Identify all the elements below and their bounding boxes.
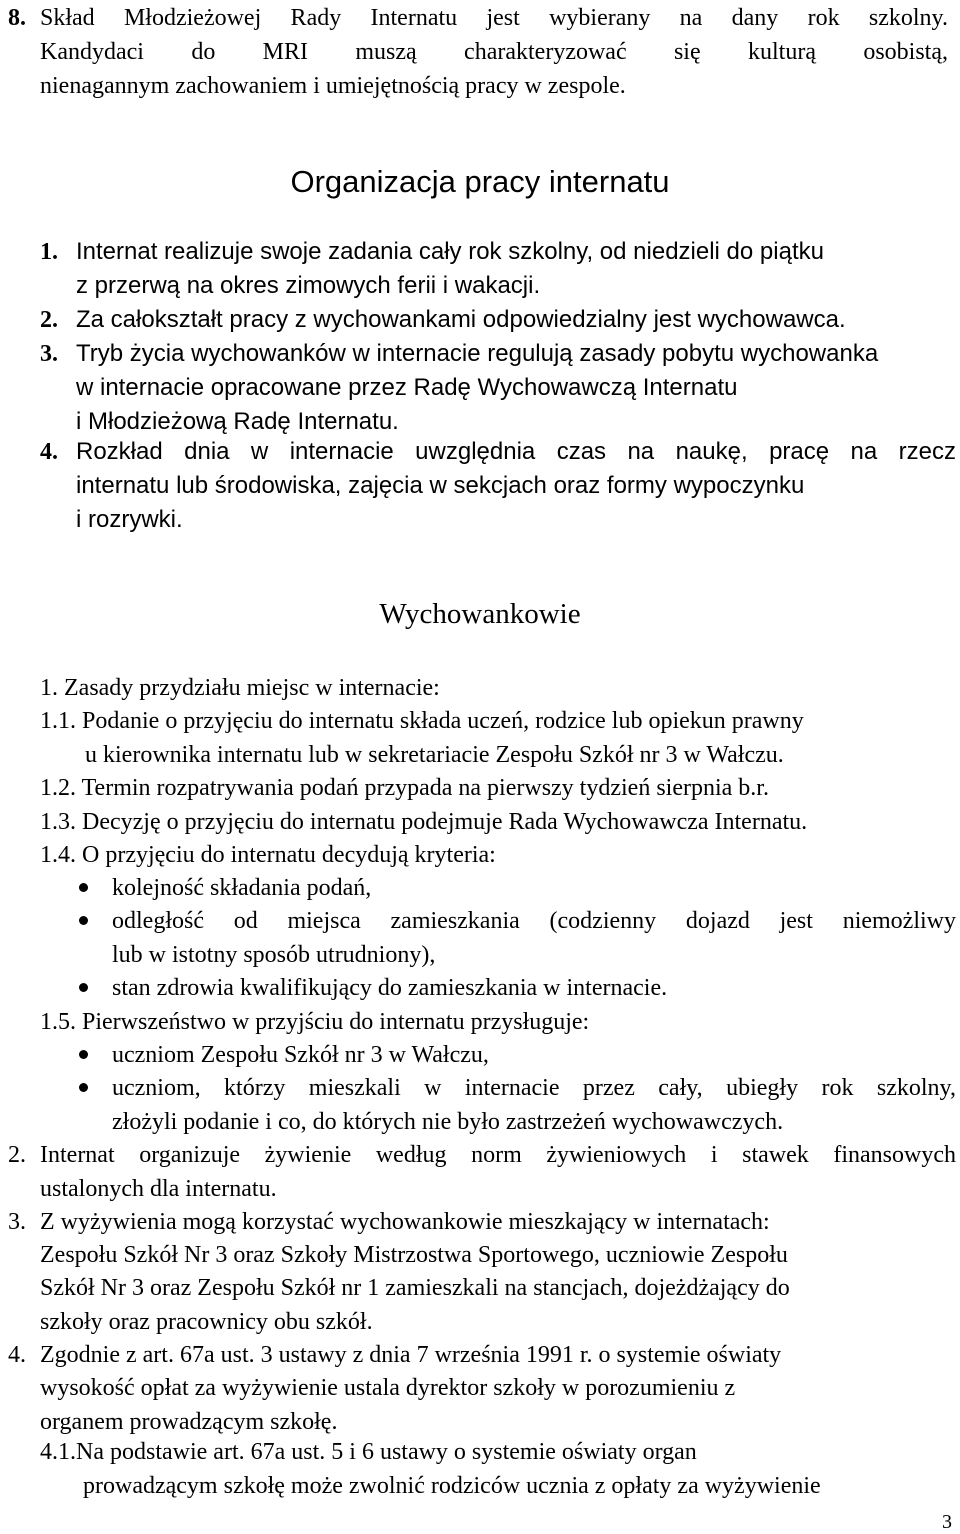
bullet-icon bbox=[79, 916, 88, 925]
bullet-icon bbox=[79, 883, 88, 892]
rule-1-2: 1.2. Termin rozpatrywania podań przypada na pierwszy tydzień sierpnia b.r. bbox=[40, 775, 769, 801]
item-1-number: 1. bbox=[40, 239, 58, 265]
section-heading-wychowankowie: Wychowankowie bbox=[379, 598, 581, 630]
criterion-3: stan zdrowia kwalifikujący do zamieszkania w internacie. bbox=[112, 975, 668, 1001]
priority-2: uczniom, którzy mieszkali w internacie przez cały, ubiegły rok szkolny, bbox=[112, 1075, 956, 1101]
item-2-line: Za całokształt pracy z wychowankami odpowiedzialny jest wychowawca. bbox=[76, 306, 846, 333]
rule-3-cont: Szkół Nr 3 oraz Zespołu Szkół nr 1 zamieszkali na stancjach, dojeżdżający do bbox=[40, 1275, 790, 1301]
criterion-1: kolejność składania podań, bbox=[112, 875, 372, 901]
rule-3-number: 3. bbox=[8, 1209, 26, 1235]
rule-3-cont: szkoły oraz pracownicy obu szkół. bbox=[40, 1309, 373, 1335]
point-8-line: Kandydaci do MRI muszą charakteryzować się kulturą osobistą, bbox=[40, 39, 948, 65]
item-2-number: 2. bbox=[40, 307, 58, 333]
rule-1-1-cont: u kierownika internatu lub w sekretariacie Zespołu Szkół nr 3 w Wałczu. bbox=[85, 742, 784, 768]
rule-2: Internat organizuje żywienie według norm żywieniowych i stawek finansowych bbox=[40, 1142, 956, 1168]
item-1-line: Internat realizuje swoje zadania cały rok szkolny, od niedzieli do piątku bbox=[76, 238, 824, 265]
bullet-icon bbox=[79, 983, 88, 992]
rule-1-1: 1.1. Podanie o przyjęciu do internatu składa uczeń, rodzice lub opiekun prawny bbox=[40, 708, 804, 734]
rule-3: Z wyżywienia mogą korzystać wychowankowie mieszkający w internatach: bbox=[40, 1209, 770, 1235]
point-8-line: nienagannym zachowaniem i umiejętnością pracy w zespole. bbox=[40, 73, 626, 99]
bullet-icon bbox=[79, 1083, 88, 1092]
item-4-line: internatu lub środowiska, zajęcia w sekcjach oraz formy wypoczynku bbox=[76, 472, 805, 499]
item-4-number: 4. bbox=[40, 439, 58, 465]
item-1-line: z przerwą na okres zimowych ferii i wakacji. bbox=[76, 272, 541, 299]
rule-1-5: 1.5. Pierwszeństwo w przyjściu do internatu przysługuje: bbox=[40, 1009, 590, 1035]
rule-4: Zgodnie z art. 67a ust. 3 ustawy z dnia 7 września 1991 r. o systemie oświaty bbox=[40, 1342, 782, 1368]
page-number: 3 bbox=[942, 1511, 952, 1533]
item-4-line: i rozrywki. bbox=[76, 506, 183, 533]
item-3-number: 3. bbox=[40, 341, 58, 367]
rule-1-4: 1.4. O przyjęciu do internatu decydują kryteria: bbox=[40, 842, 496, 868]
item-4-line: Rozkład dnia w internacie uwzględnia czas na naukę, pracę na rzecz bbox=[76, 438, 956, 465]
rule-2-cont: ustalonych dla internatu. bbox=[40, 1176, 277, 1202]
rule-4-cont: organem prowadzącym szkołę. bbox=[40, 1409, 338, 1435]
item-3-line: i Młodzieżową Radę Internatu. bbox=[76, 408, 399, 435]
priority-1: uczniom Zespołu Szkół nr 3 w Wałczu, bbox=[112, 1042, 489, 1068]
priority-2-cont: złożyli podanie i co, do których nie było zastrzeżeń wychowawczych. bbox=[112, 1109, 784, 1135]
criterion-2: odległość od miejsca zamieszkania (codzienny dojazd jest niemożliwy bbox=[112, 908, 956, 934]
rule-1-3: 1.3. Decyzję o przyjęciu do internatu podejmuje Rada Wychowawcza Internatu. bbox=[40, 809, 808, 835]
point-8-line: Skład Młodzieżowej Rady Internatu jest wybierany na dany rok szkolny. bbox=[40, 5, 948, 31]
rule-4-number: 4. bbox=[8, 1342, 26, 1368]
rule-2-number: 2. bbox=[8, 1142, 26, 1168]
section-heading-organizacja: Organizacja pracy internatu bbox=[290, 164, 670, 199]
bullet-icon bbox=[79, 1050, 88, 1059]
item-3-line: w internacie opracowane przez Radę Wychowawczą Internatu bbox=[76, 374, 738, 401]
rule-3-cont: Zespołu Szkół Nr 3 oraz Szkoły Mistrzostwa Sportowego, uczniowie Zespołu bbox=[40, 1242, 788, 1268]
rule-1: 1. Zasady przydziału miejsc w internacie: bbox=[40, 675, 440, 701]
item-3-line: Tryb życia wychowanków w internacie regulują zasady pobytu wychowanka bbox=[76, 340, 879, 367]
point-8-number: 8. bbox=[8, 5, 26, 31]
rule-4-1-cont: prowadzącym szkołę może zwolnić rodziców ucznia z opłaty za wyżywienie bbox=[83, 1473, 821, 1499]
criterion-2-cont: lub w istotny sposób utrudniony), bbox=[112, 942, 436, 968]
rule-4-1: 4.1.Na podstawie art. 67a ust. 5 i 6 ustawy o systemie oświaty organ bbox=[40, 1439, 697, 1465]
rule-4-cont: wysokość opłat za wyżywienie ustala dyrektor szkoły w porozumieniu z bbox=[40, 1375, 736, 1401]
